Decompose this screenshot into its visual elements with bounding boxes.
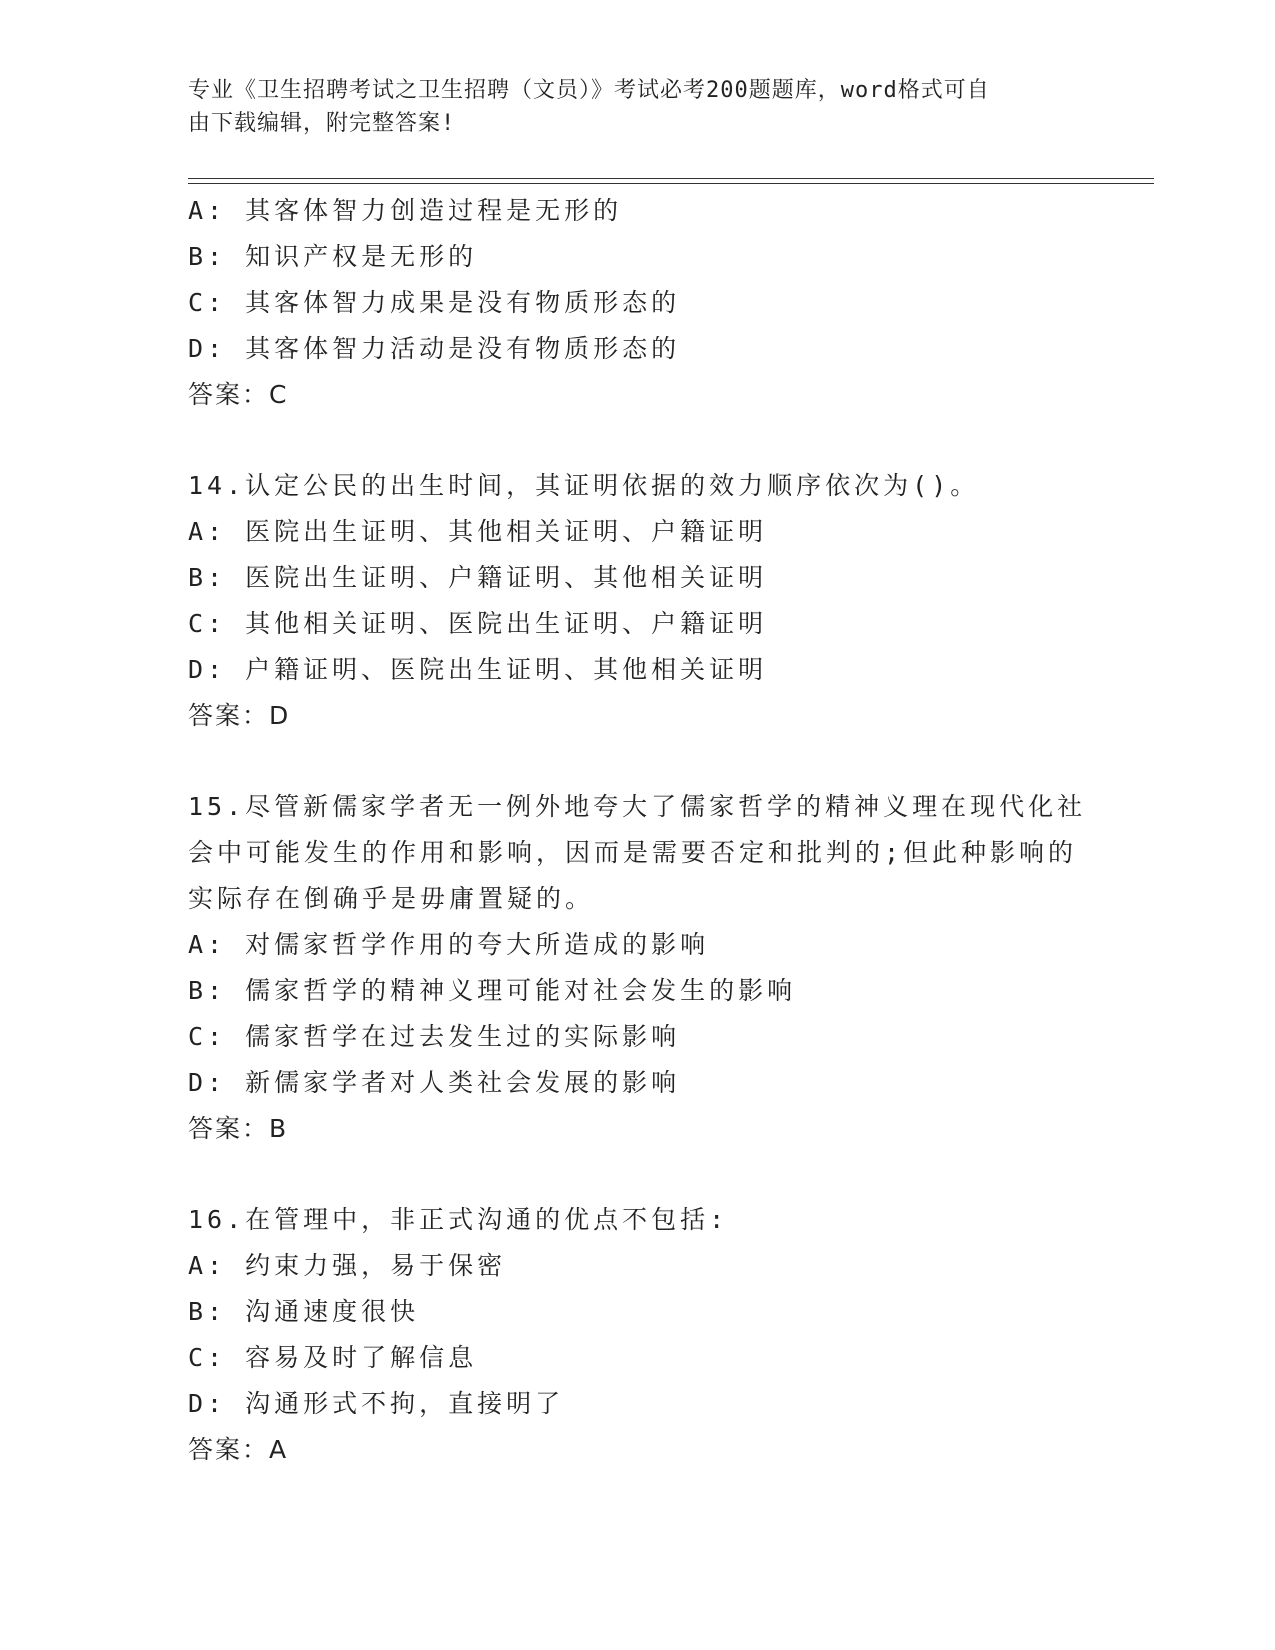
option-b: B: 沟通速度很快: [188, 1297, 420, 1326]
option-c: C: 其客体智力成果是没有物质形态的: [188, 288, 681, 317]
question-text: 14.认定公民的出生时间，其证明依据的效力顺序依次为()。: [188, 471, 980, 500]
question-spacer: [188, 1152, 1088, 1197]
header-line-1: 专业《卫生招聘考试之卫生招聘（文员）》考试必考200题题库，word格式可自: [188, 78, 990, 103]
option-c: C: 容易及时了解信息: [188, 1343, 478, 1372]
question-text: 15.尽管新儒家学者无一例外地夸大了儒家哲学的精神义理在现代化社: [188, 792, 1087, 821]
question-content: [188, 188, 1088, 1473]
question-spacer: [188, 418, 1088, 463]
option-a: A: 对儒家哲学作用的夸大所造成的影响: [188, 930, 710, 959]
answer-line: 答案：C: [188, 380, 289, 409]
header-divider-top: [188, 178, 1154, 179]
option-c: C: 儒家哲学在过去发生过的实际影响: [188, 1022, 681, 1051]
option-d: D: 新儒家学者对人类社会发展的影响: [188, 1068, 681, 1097]
option-b: B: 知识产权是无形的: [188, 242, 478, 271]
option-c: C: 其他相关证明、医院出生证明、户籍证明: [188, 609, 768, 638]
answer-line: 答案：D: [188, 701, 291, 730]
answer-line: 答案：B: [188, 1114, 289, 1143]
option-d: D: 户籍证明、医院出生证明、其他相关证明: [188, 655, 768, 684]
question-text: 会中可能发生的作用和影响，因而是需要否定和批判的;但此种影响的: [188, 838, 1078, 867]
answer-line: 答案：A: [188, 1435, 289, 1464]
option-a: A: 其客体智力创造过程是无形的: [188, 196, 623, 225]
question-text: 16.在管理中，非正式沟通的优点不包括:: [188, 1205, 729, 1234]
question-14: [188, 463, 1088, 739]
option-b: B: 医院出生证明、户籍证明、其他相关证明: [188, 563, 768, 592]
option-d: D: 沟通形式不拘，直接明了: [188, 1389, 565, 1418]
header-divider-bottom: [188, 183, 1154, 184]
question-16: [188, 1197, 1088, 1473]
option-a: A: 约束力强，易于保密: [188, 1251, 507, 1280]
question-text: 实际存在倒确乎是毋庸置疑的。: [188, 884, 595, 913]
question-15: [188, 784, 1088, 1152]
question-13: [188, 188, 1088, 418]
header-line-2: 由下载编辑，附完整答案!: [188, 111, 456, 136]
question-spacer: [188, 739, 1088, 784]
option-a: A: 医院出生证明、其他相关证明、户籍证明: [188, 517, 768, 546]
option-d: D: 其客体智力活动是没有物质形态的: [188, 334, 681, 363]
option-b: B: 儒家哲学的精神义理可能对社会发生的影响: [188, 976, 797, 1005]
document-header: [188, 74, 1088, 140]
